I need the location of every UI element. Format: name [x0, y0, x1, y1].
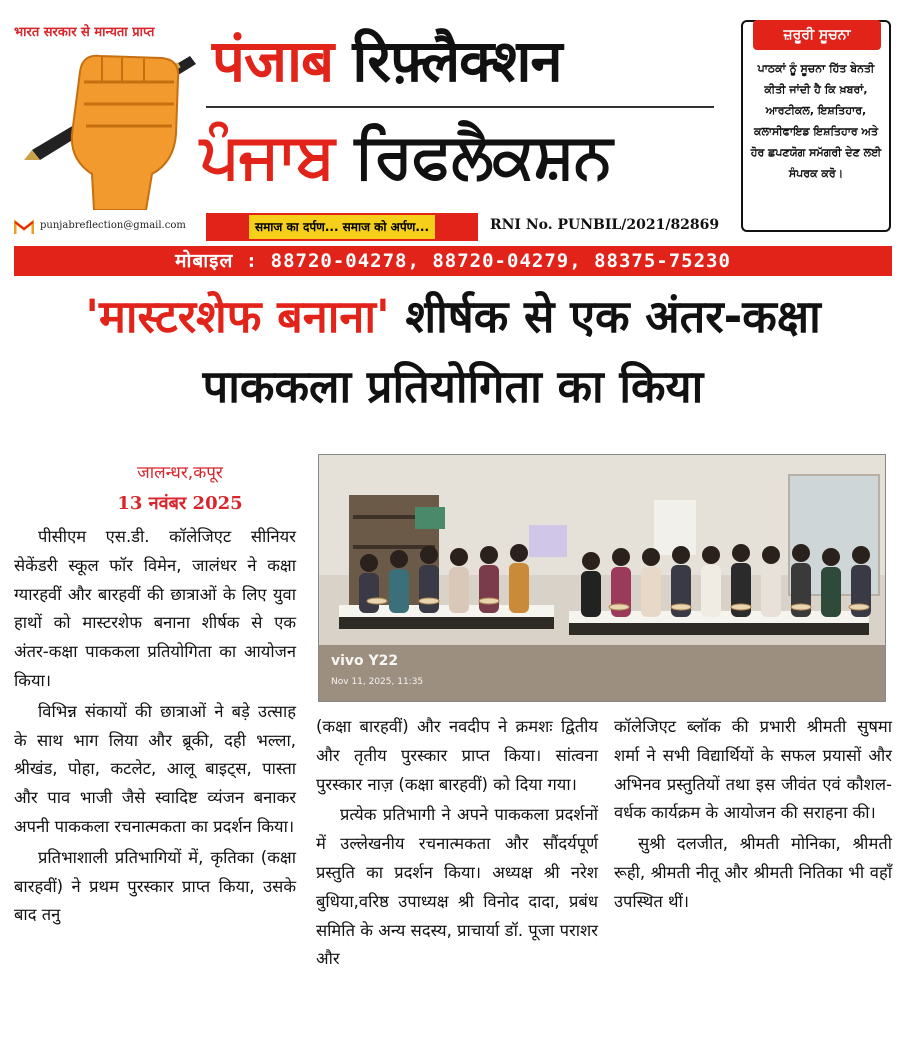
- dateline-date: 13 नवंबर 2025: [117, 493, 243, 514]
- article-paragraph: प्रत्येक प्रतिभागी ने अपने पाककला प्रदर्शनों में उल्लेखनीय रचनात्मकता और सौंदर्यपूर्ण प्रस्तुति का प्रदर्शन किया। अध्यक्ष श्री नरेश बुधिया,वरिष्ठ उपाध्यक्ष श्री विनोद दादा, प्रबंध समिति के अन्य सदस्य, प्राचार्या डॉ. पूजा पराशर और: [316, 805, 598, 969]
- article-paragraph: प्रतिभाशाली प्रतिभागियों में, कृतिका (कक्षा बारहवीं) ने प्रथम पुरस्कार प्राप्त किया, उसके बाद तनु: [14, 847, 296, 925]
- dateline-place: जालन्धर,कपूर: [137, 463, 223, 483]
- rni-number: RNI No. PUNBIL/2021/82869: [490, 217, 720, 233]
- headline-highlight: 'मास्टरशेफ बनाना': [85, 290, 390, 343]
- article-paragraph: पीसीएम एस.डी. कॉलेजिएट सीनियर सेकेंडरी स्कूल फॉर विमेन, जालंधर ने कक्षा ग्यारहवीं और बारहवीं की छात्राओं के लिए युवा हाथों को मास्टरशेफ बनाना शीर्षक से एक अंतर-कक्षा पाककला प्रतियोगिता का आयोजन किया।: [14, 527, 296, 690]
- title-divider: [206, 106, 714, 108]
- slogan-text: समाज का दर्पण... समाज को अर्पण...: [249, 215, 435, 239]
- masthead-title-hindi: [212, 20, 717, 102]
- event-photo: [318, 454, 886, 702]
- notice-body: ਪਾਠਕਾਂ ਨੂੰ ਸੂਚਨਾ ਹਿੱਤ ਬੇਨਤੀ ਕੀਤੀ ਜਾਂਦੀ ਹੈ ਕਿ ਖ਼ਬਰਾਂ, ਆਰਟੀਕਲ, ਇਸ਼ਤਿਹਾਰ, ਕਲਾਸੀਫਾਇਡ ਇਸ਼ਤਿਹਾਰ ਅਤੇ ਹੋਰ ਛਪਣਯੋਗ ਸਮੱਗਰੀ ਦੇਣ ਲਈ ਸੰਪਰਕ ਕਰੋ।: [750, 62, 882, 180]
- article-paragraph: (कक्षा बारहवीं) और नवदीप ने क्रमशः द्वितीय और तृतीय पुरस्कार प्राप्त किया। सांत्वना पुरस्कार नाज़ (कक्षा बारहवीं) को दिया गया।: [316, 717, 598, 794]
- headline-rest: शीर्षक से एक अंतर-कक्षा पाककला प्रतियोगिता का किया: [202, 290, 821, 413]
- photo-timestamp: Nov 11, 2025, 11:35: [331, 677, 424, 687]
- group-photo-illustration: [319, 455, 886, 702]
- notice-title: ਜ਼ਰੂਰੀ ਸੂਚਨਾ: [753, 20, 881, 50]
- article-paragraph: कॉलेजिएट ब्लॉक की प्रभारी श्रीमती सुषमा शर्मा ने सभी विद्यार्थियों के सफल प्रयासों और अभिनव प्रस्तुतियों तथा इस जीवंत एवं कौशल-वर्धक कार्यक्रम के आयोजन की सराहना की।: [614, 717, 892, 823]
- gov-recognition-tag: भारत सरकार से मान्यता प्राप्त: [14, 25, 155, 40]
- title-hindi-black: रिफ़्लैक्शन: [352, 27, 562, 95]
- article-column-2: [316, 713, 598, 976]
- article-column-3: [614, 713, 892, 919]
- important-notice-box: [741, 20, 891, 232]
- article-headline: [40, 282, 866, 422]
- contact-email[interactable]: punjabreflection@gmail.com: [40, 220, 186, 231]
- title-punjabi-red: ਪੰਜਾਬ: [200, 119, 334, 192]
- article-column-1: [14, 523, 296, 932]
- slogan-banner: [206, 213, 478, 241]
- phone-numbers-bar: मोबाइल : 88720-04278, 88720-04279, 88375-75230: [14, 246, 892, 276]
- masthead-title-punjabi: [200, 110, 720, 202]
- photo-watermark: vivo Y22: [331, 653, 399, 669]
- article-paragraph: सुश्री दलजीत, श्रीमती मोनिका, श्रीमती रूही, श्रीमती नीतू और श्रीमती नितिका भी वहाँ उपस्थित थीं।: [614, 834, 892, 911]
- gmail-icon: [14, 219, 34, 235]
- article-paragraph: विभिन्न संकायों की छात्राओं ने बड़े उत्साह के साथ भाग लिया और ब्रूकी, दही भल्ला, श्रीखंड, पोहा, कटलेट, आलू बाइट्स, पास्ता और पाव भाजी जैसे स्वादिष्ट व्यंजन बनाकर अपनी पाककला रचनात्मकता का प्रदर्शन किया।: [14, 701, 296, 836]
- fist-pen-logo: [22, 42, 204, 210]
- title-hindi-red: पंजाब: [212, 27, 334, 95]
- title-punjabi-black: ਰਿਫਲੈਕਸ਼ਨ: [354, 119, 612, 192]
